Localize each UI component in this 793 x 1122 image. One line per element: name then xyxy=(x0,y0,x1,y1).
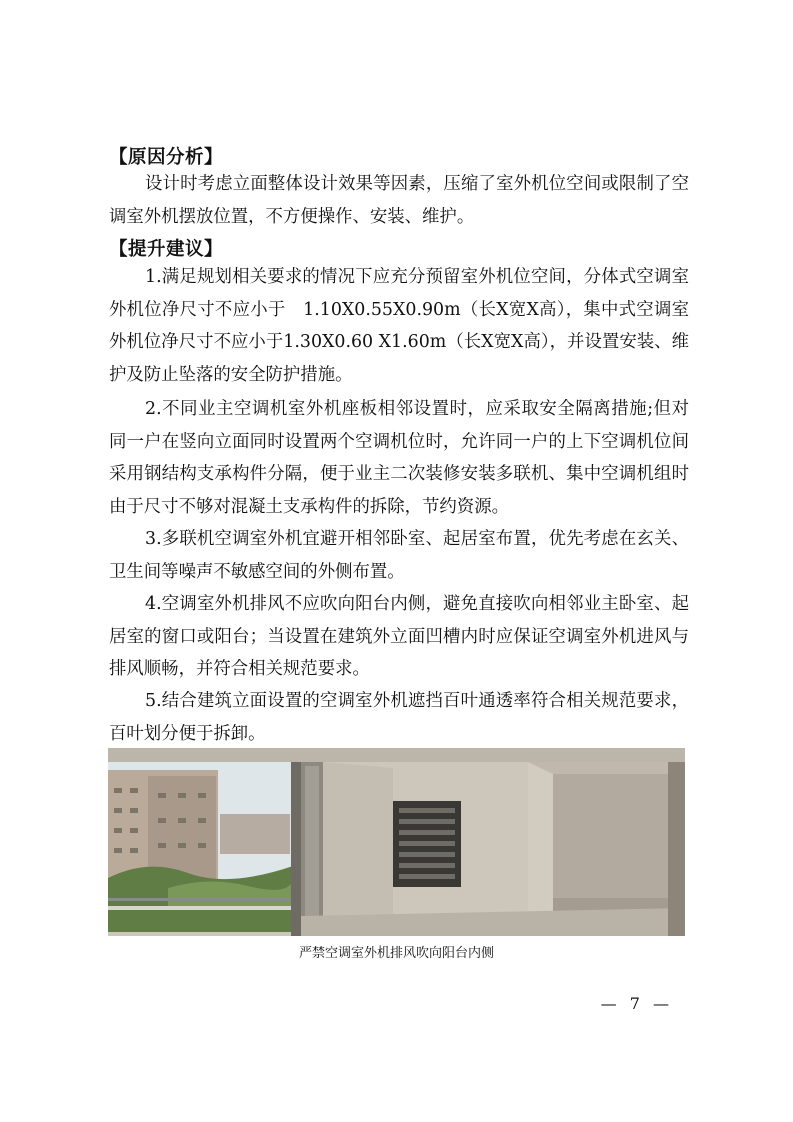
balcony-illustration xyxy=(108,748,685,936)
balcony-photo xyxy=(108,748,685,936)
figure-caption: 严禁空调室外机排风吹向阳台内侧 xyxy=(298,946,494,961)
suggestion-item-1: 1.满足规划相关要求的情况下应充分预留室外机位空间，分体式空调室外机位净尺寸不应小于 1.10X0.55X0.90m（长X宽X高），集中式空调室外机位净尺寸不应小于1.30X0.60 X1.60m（长X宽X高），并设置安装、维护及防止坠落的安全防护措施。 xyxy=(109,267,689,385)
suggestion-item-3: 3.多联机空调室外机宜避开相邻卧室、起居室布置，优先考虑在玄关、卫生间等噪声不敏感空间的外侧布置。 xyxy=(109,529,689,582)
cause-paragraph: 设计时考虑立面整体设计效果等因素，压缩了室外机位空间或限制了空调室外机摆放位置，不方便操作、安装、维护。 xyxy=(109,174,689,227)
section-heading-cause: 【原因分析】 xyxy=(109,147,224,168)
page-number: — 7 — xyxy=(600,994,673,1013)
suggestion-item-5: 5.结合建筑立面设置的空调室外机遮挡百叶通透率符合相关规范要求，百叶划分便于拆卸。 xyxy=(109,691,689,744)
suggestion-item-4: 4.空调室外机排风不应吹向阳台内侧，避免直接吹向相邻业主卧室、起居室的窗口或阳台；当设置在建筑外立面凹槽内时应保证空调室外机进风与排风顺畅，并符合相关规范要求。 xyxy=(109,594,689,680)
section-heading-suggestions: 【提升建议】 xyxy=(109,239,224,260)
suggestion-item-2: 2.不同业主空调机室外机座板相邻设置时，应采取安全隔离措施;但对同一户在竖向立面同时设置两个空调机位时，允许同一户的上下空调机位间采用钢结构支承构件分隔，便于业主二次装修安装多联机、集中空调机组时由于尺寸不够对混凝土支承构件的拆除，节约资源。 xyxy=(109,399,689,517)
